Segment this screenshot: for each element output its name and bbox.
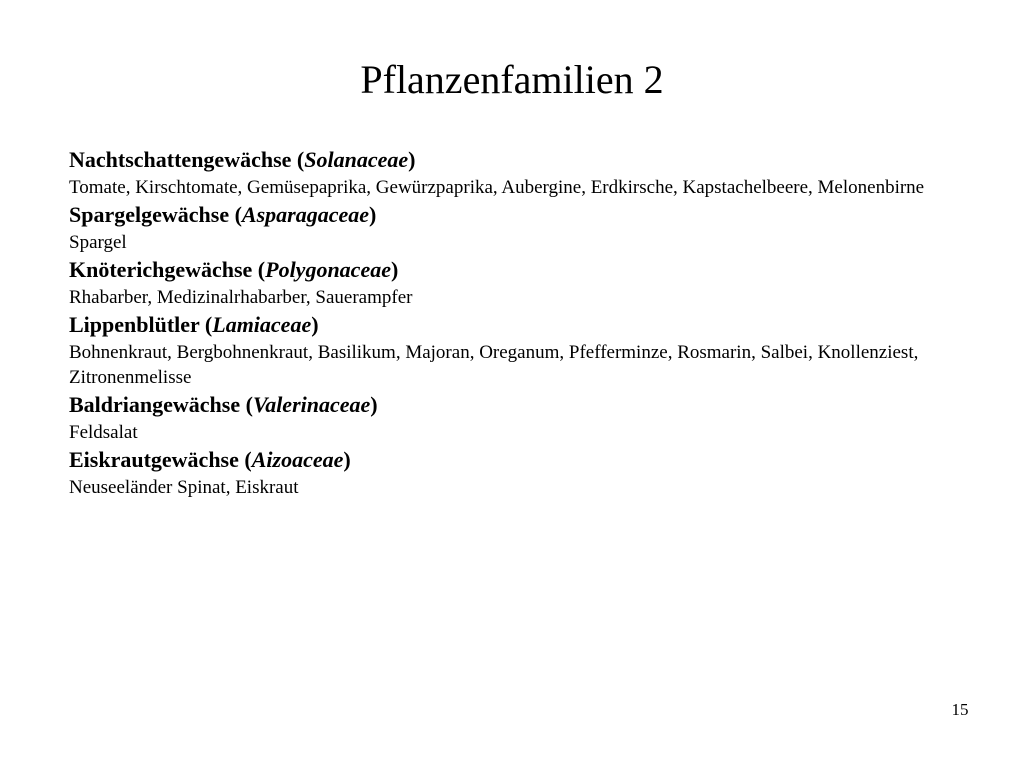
family-asparagaceae <box>69 200 969 255</box>
family-latin-name: Polygonaceae <box>265 257 391 282</box>
family-heading: Nachtschattengewächse (Solanaceae) <box>69 147 416 172</box>
family-members: Rhabarber, Medizinalrhabarber, Sauerampfer <box>69 287 413 308</box>
family-latin-name: Solanaceae <box>304 147 409 172</box>
family-aizoaceae <box>69 445 969 500</box>
family-lamiaceae <box>69 310 969 390</box>
family-heading: Baldriangewächse (Valerinaceae) <box>69 392 378 417</box>
family-latin-name: Lamiaceae <box>212 312 312 337</box>
family-latin-name: Aizoaceae <box>251 447 344 472</box>
family-valerinaceae <box>69 390 969 445</box>
family-solanaceae <box>69 145 969 200</box>
family-members: Spargel <box>69 232 127 253</box>
family-heading: Spargelgewächse (Asparagaceae) <box>69 202 377 227</box>
plant-family-list <box>69 145 969 500</box>
family-latin-name: Asparagaceae <box>241 202 370 227</box>
family-name: Lippenblütler <box>69 312 200 337</box>
family-name: Knöterichgewächse <box>69 257 253 282</box>
family-heading: Knöterichgewächse (Polygonaceae) <box>69 257 399 282</box>
family-latin-name: Valerinaceae <box>252 392 371 417</box>
family-members: Bohnenkraut, Bergbohnenkraut, Basilikum, Majoran, Oreganum, Pfefferminze, Rosmarin, Salbei, Knollenziest, Zitronenmelisse <box>69 342 919 388</box>
family-members: Tomate, Kirschtomate, Gemüsepaprika, Gewürzpaprika, Aubergine, Erdkirsche, Kapstachelbeere, Melonenbirne <box>69 177 925 198</box>
family-members: Neuseeländer Spinat, Eiskraut <box>69 477 299 498</box>
family-heading: Lippenblütler (Lamiaceae) <box>69 312 319 337</box>
family-name: Baldriangewächse <box>69 392 241 417</box>
family-members: Feldsalat <box>69 422 138 443</box>
family-polygonaceae <box>69 255 969 310</box>
slide-title: Pflanzenfamilien 2 <box>360 57 664 102</box>
family-name: Spargelgewächse <box>69 202 230 227</box>
family-name: Eiskrautgewächse <box>69 447 239 472</box>
family-name: Nachtschattengewächse <box>69 147 292 172</box>
family-heading: Eiskrautgewächse (Aizoaceae) <box>69 447 351 472</box>
page-number: 15 <box>951 700 969 719</box>
